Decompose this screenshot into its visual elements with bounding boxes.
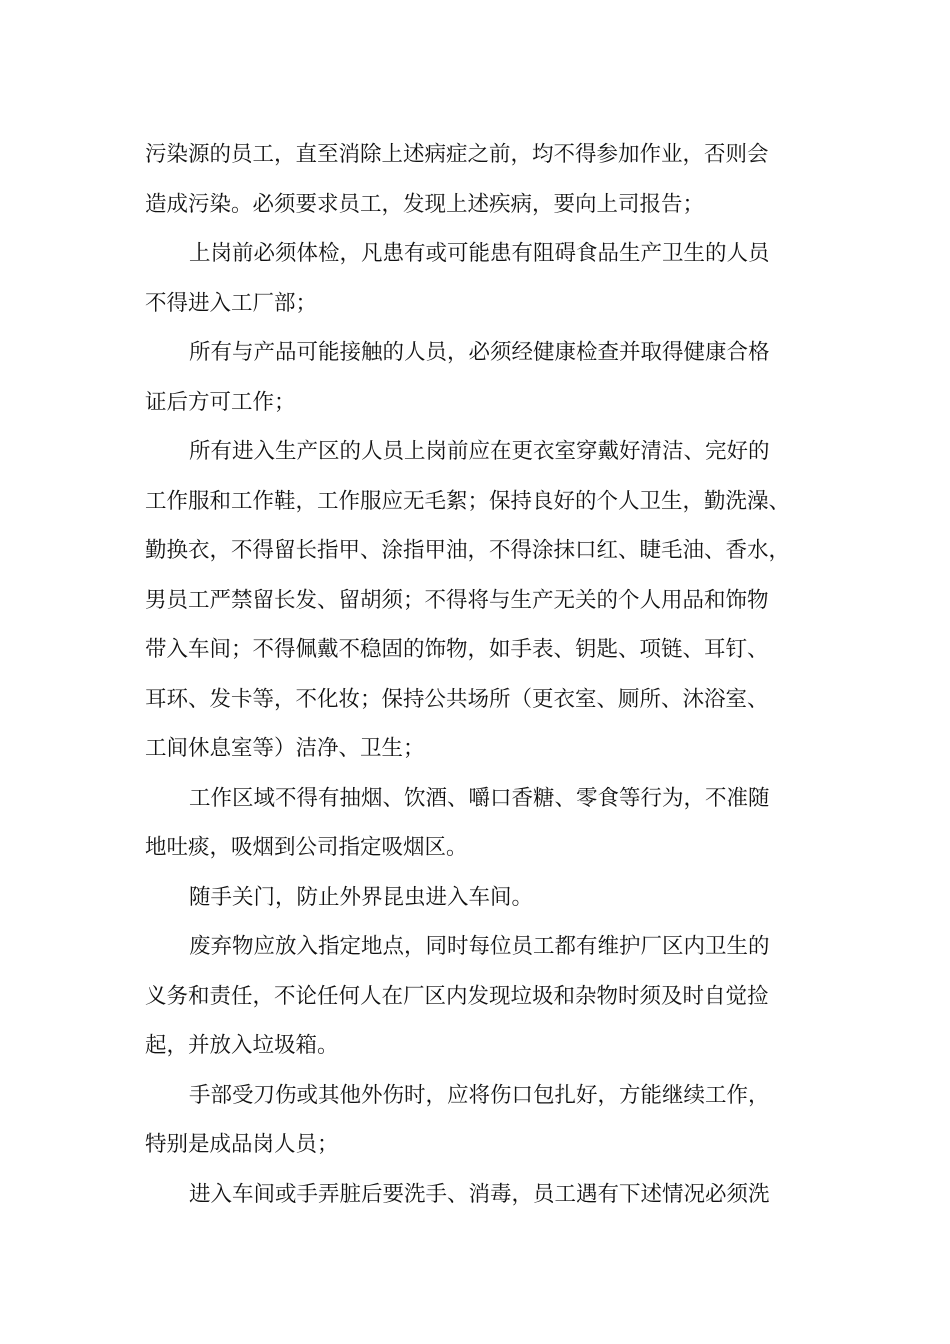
text-line: 工间休息室等）洁净、卫生； (145, 736, 425, 761)
paragraph-start-line: 上岗前必须体检，凡患有或可能患有阻碍食品生产卫生的人员 (189, 241, 770, 266)
paragraph-start-line: 随手关门，防止外界昆虫进入车间。 (189, 884, 534, 910)
text-line: 义务和责任，不论任何人在厂区内发现垃圾和杂物时须及时自觉捡 (145, 983, 769, 1009)
paragraph-start-line: 进入车间或手弄脏后要洗手、消毒，员工遇有下述情况必须洗 (189, 1181, 770, 1207)
document-body (145, 130, 825, 1219)
text-line: 地吐痰，吸烟到公司指定吸烟区。 (145, 835, 468, 860)
text-line: 男员工严禁留长发、留胡须；不得将与生产无关的个人用品和饰物 (145, 587, 769, 613)
text-line: 不得进入工厂部； (145, 290, 318, 316)
text-line: 耳环、发卡等，不化妆；保持公共场所（更衣室、厕所、沐浴室、 (145, 686, 769, 712)
text-line: 特别是成品岗人员； (145, 1132, 339, 1157)
paragraph-start-line: 所有进入生产区的人员上岗前应在更衣室穿戴好清洁、完好的 (189, 439, 770, 464)
paragraph-start-line: 所有与产品可能接触的人员，必须经健康检查并取得健康合格 (189, 340, 770, 365)
text-line: 起，并放入垃圾箱。 (145, 1033, 339, 1058)
paragraph-start-line: 手部受刀伤或其他外伤时，应将伤口包扎好，方能继续工作， (189, 1082, 770, 1108)
text-line: 工作服和工作鞋，工作服应无毛絮；保持良好的个人卫生，勤洗澡、 (145, 488, 791, 514)
text-line: 勤换衣，不得留长指甲、涂指甲油，不得涂抹口红、睫毛油、香水， (145, 538, 791, 563)
text-line: 带入车间；不得佩戴不稳固的饰物，如手表、钥匙、项链、耳钉、 (145, 637, 769, 662)
paragraph-start-line: 工作区域不得有抽烟、饮酒、嚼口香糖、零食等行为，不准随 (189, 785, 770, 811)
paragraph-start-line: 废弃物应放入指定地点，同时每位员工都有维护厂区内卫生的 (189, 934, 770, 959)
text-line: 污染源的员工，直至消除上述病症之前，均不得参加作业，否则会 (145, 142, 769, 167)
text-line: 证后方可工作； (145, 389, 296, 415)
text-line: 造成污染。必须要求员工，发现上述疾病，要向上司报告； (145, 191, 705, 217)
